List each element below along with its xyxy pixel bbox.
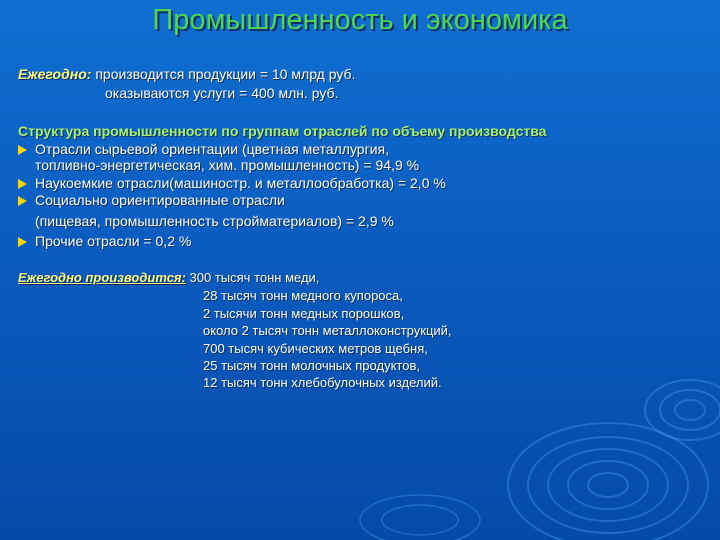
production-item: 28 тысяч тонн медного купороса, (203, 288, 403, 303)
structure-item-3: Социально ориентированные отрасли (35, 192, 285, 208)
annual-services-text: оказываются услуги = 400 млн. руб. (105, 85, 339, 101)
bullet-arrow-icon (18, 179, 27, 189)
production-item: 12 тысяч тонн хлебобулочных изделий. (203, 375, 442, 390)
annual-line-1 (18, 66, 355, 82)
production-item: около 2 тысяч тонн металлоконструкций, (203, 323, 452, 338)
bullet-arrow-icon (18, 237, 27, 247)
production-label: Ежегодно производится: (18, 270, 186, 285)
structure-item-3-detail: (пищевая, промышленность стройматериалов) = 2,9 % (35, 213, 394, 229)
production-line-1 (18, 270, 319, 285)
structure-item-4: Прочие отрасли = 0,2 % (35, 233, 192, 249)
annual-product-text: производится продукции = 10 млрд руб. (95, 66, 356, 82)
bullet-arrow-icon (18, 196, 27, 206)
page-title: Промышленность и экономика (152, 4, 568, 36)
production-item: 25 тысяч тонн молочных продуктов, (203, 358, 420, 373)
annual-label: Ежегодно: (18, 66, 92, 82)
structure-item-1-line-1: Отрасли сырьевой ориентации (цветная металлургия, (35, 141, 389, 157)
bullet-arrow-icon (18, 145, 27, 155)
structure-item-2: Наукоемкие отрасли(машиностр. и металлообработка) = 2,0 % (35, 175, 446, 191)
production-item: 300 тысяч тонн меди, (189, 270, 320, 285)
production-item: 2 тысячи тонн медных порошков, (203, 306, 405, 321)
structure-heading: Структура промышленности по группам отраслей по объему производства (18, 123, 547, 139)
structure-item-1-line-2: топливно-энергетическая, хим. промышленность) = 94,9 % (35, 157, 420, 173)
production-item: 700 тысяч кубических метров щебня, (203, 341, 428, 356)
